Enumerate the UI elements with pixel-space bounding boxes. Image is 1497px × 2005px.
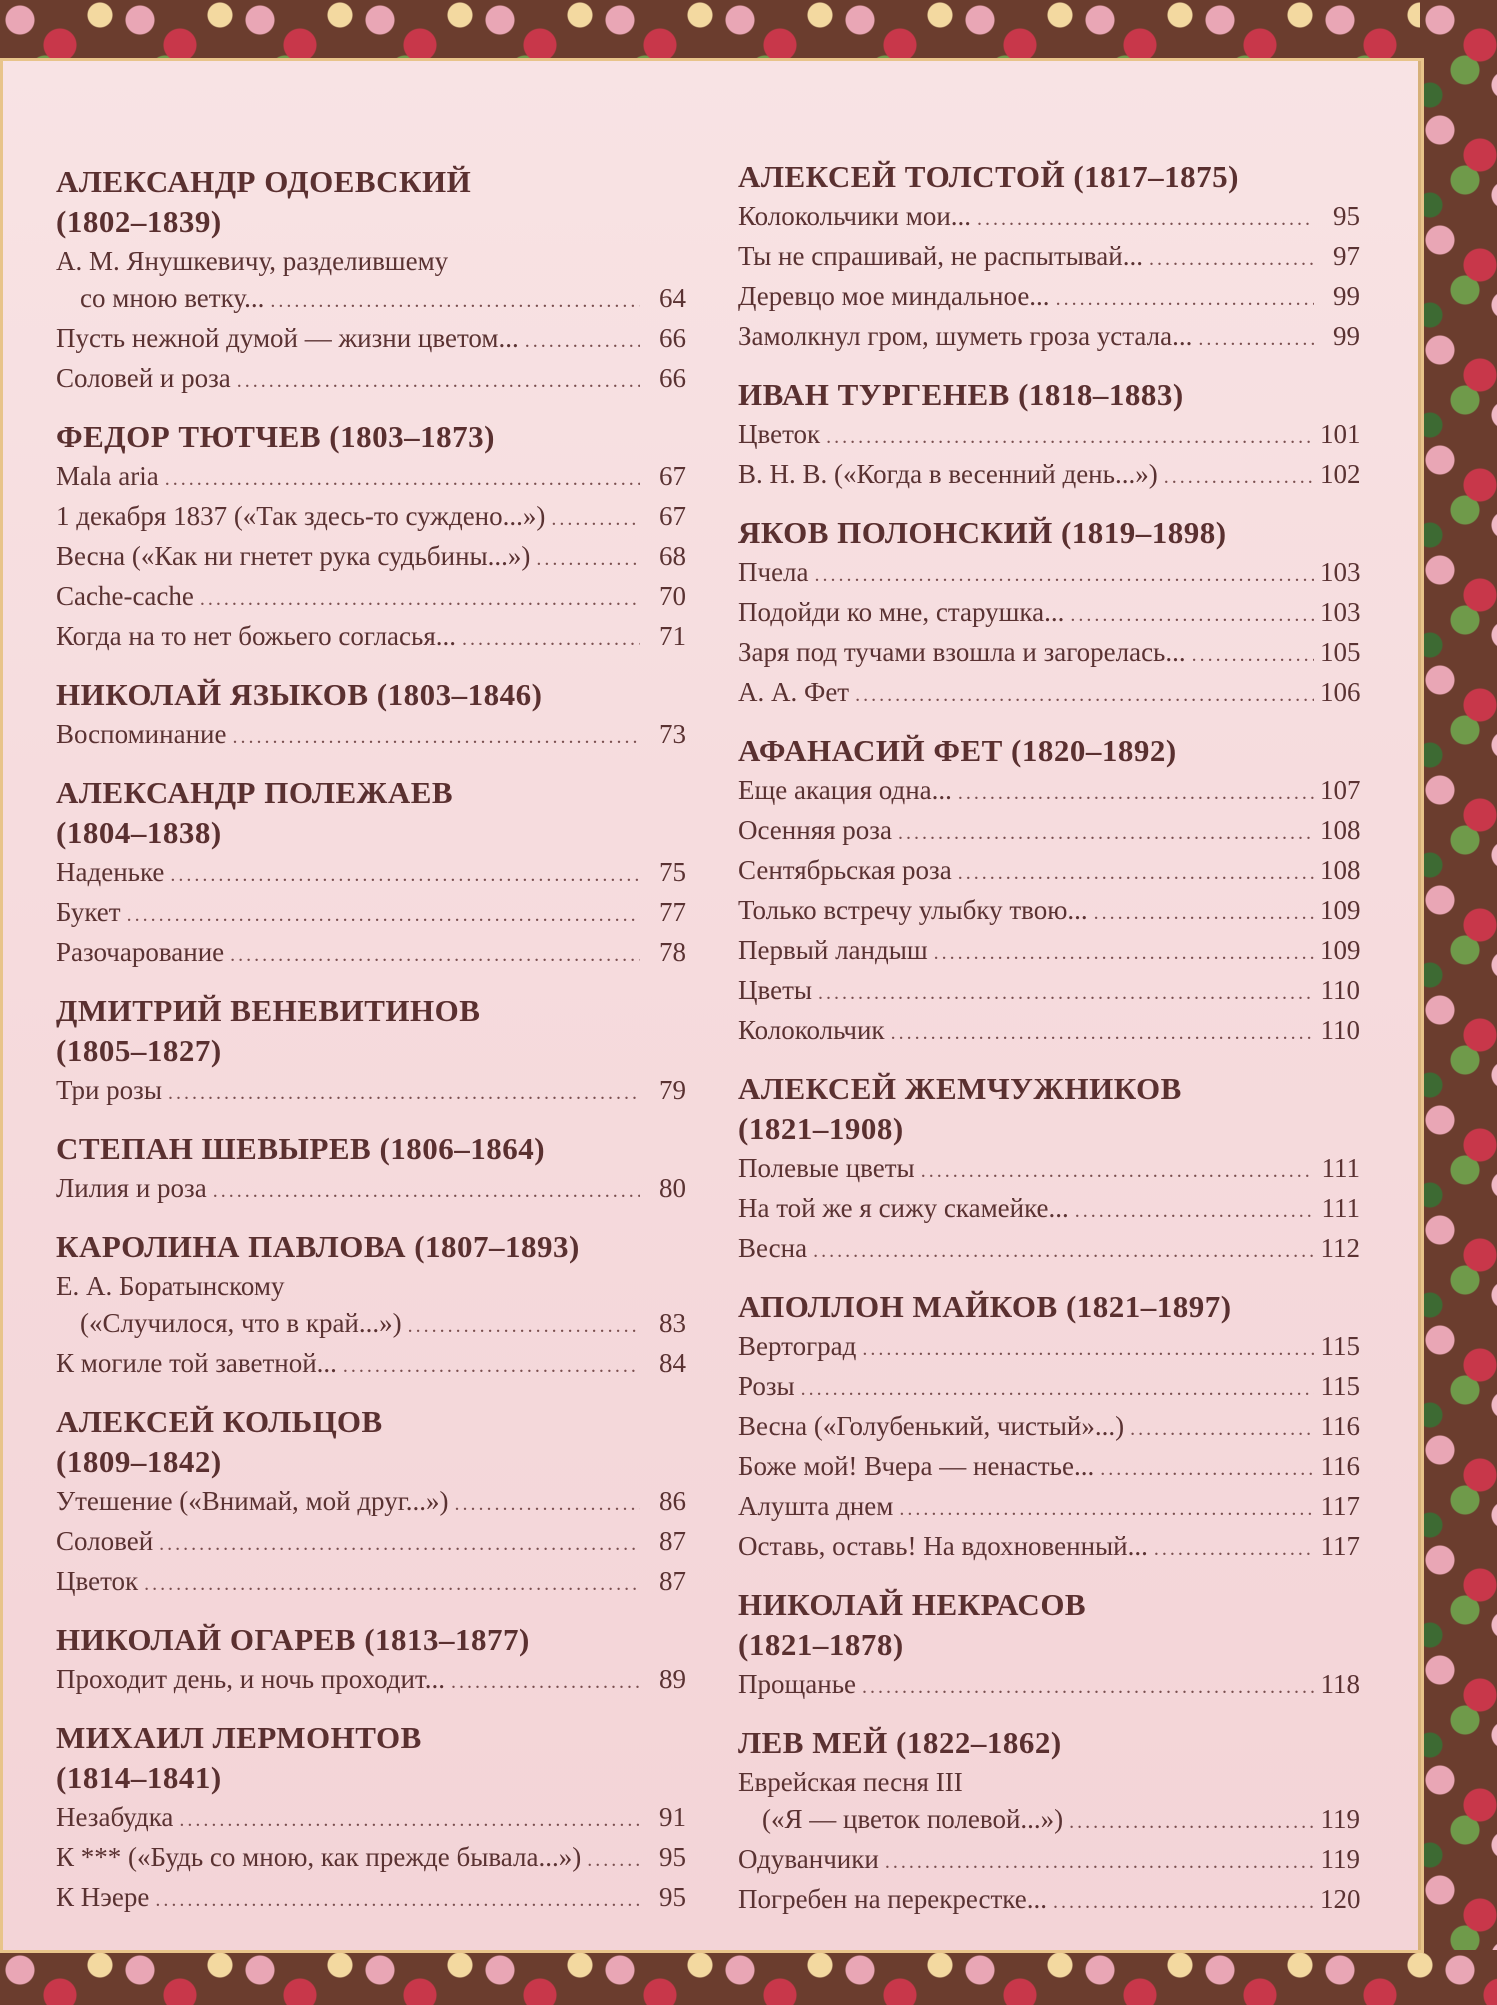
dot-leader [551, 498, 640, 538]
page-number: 109 [1320, 935, 1361, 965]
toc-entry[interactable] [56, 716, 686, 756]
dot-leader [536, 538, 640, 578]
toc-entry[interactable] [56, 1305, 686, 1345]
dot-leader [1053, 1881, 1314, 1921]
page-number: 111 [1321, 1193, 1360, 1223]
page-number: 118 [1320, 1669, 1360, 1699]
entry-title: Деревцо мое миндальное... [738, 281, 1050, 311]
page-number: 78 [659, 937, 686, 967]
toc-entry[interactable] [738, 772, 1360, 812]
page-number: 86 [659, 1486, 686, 1516]
page-number: 66 [659, 363, 686, 393]
toc-entry[interactable] [738, 1488, 1360, 1528]
toc-entry[interactable] [738, 634, 1360, 674]
dot-leader [200, 578, 640, 618]
toc-entry[interactable] [738, 674, 1360, 714]
page-number: 117 [1320, 1531, 1360, 1561]
dot-leader [1075, 1190, 1314, 1230]
author-section [738, 1070, 1360, 1270]
author-dates: (1814–1841) [56, 1760, 222, 1795]
author-dates: (1809–1842) [56, 1444, 222, 1479]
dot-leader [862, 1666, 1314, 1706]
page-number: 80 [659, 1173, 686, 1203]
dot-leader [1094, 892, 1314, 932]
page-number: 117 [1320, 1491, 1360, 1521]
toc-entry[interactable] [738, 1666, 1360, 1706]
toc-entry[interactable] [56, 934, 686, 974]
page-number: 108 [1320, 855, 1361, 885]
author-section [56, 1130, 686, 1210]
page-number: 66 [659, 323, 686, 353]
entry-title: Пусть нежной думой — жизни цветом... [56, 323, 519, 353]
author-heading: НИКОЛАЙ ЯЗЫКОВ (1803–1846) [56, 677, 543, 712]
dot-leader [934, 932, 1314, 972]
dot-leader [165, 458, 640, 498]
page-number: 89 [659, 1664, 686, 1694]
entry-title: Весна [738, 1233, 808, 1263]
toc-entry[interactable] [738, 1328, 1360, 1368]
toc-entry[interactable] [738, 852, 1360, 892]
entry-title: Колокольчик [738, 1015, 885, 1045]
entry-title: Первый ландыш [738, 935, 928, 965]
entry-title: Наденьке [56, 857, 165, 887]
dot-leader [891, 1012, 1314, 1052]
author-heading: ИВАН ТУРГЕНЕВ (1818–1883) [738, 377, 1184, 412]
dot-leader [179, 1799, 640, 1839]
toc-entry[interactable] [56, 1483, 686, 1523]
page-number: 95 [1333, 201, 1360, 231]
page-number: 110 [1320, 975, 1360, 1005]
toc-entry[interactable] [738, 892, 1360, 932]
toc-entry[interactable] [738, 1881, 1360, 1921]
toc-entry[interactable] [738, 456, 1360, 496]
toc-entry[interactable] [56, 1661, 686, 1701]
page-number: 99 [1333, 321, 1360, 351]
author-section [738, 1586, 1360, 1706]
author-heading: НИКОЛАЙ ОГАРЕВ (1813–1877) [56, 1622, 530, 1657]
dot-leader [237, 360, 640, 400]
toc-entry[interactable] [56, 854, 686, 894]
entry-title: Погребен на перекрестке... [738, 1884, 1047, 1914]
toc-entry[interactable] [738, 1841, 1360, 1881]
entry-title: Боже мой! Вчера — ненастье... [738, 1451, 1095, 1481]
entry-title: Оставь, оставь! На вдохновенный... [738, 1531, 1148, 1561]
entry-title: Розы [738, 1371, 795, 1401]
entry-title: Воспоминание [56, 719, 227, 749]
entry-title: Вертоград [738, 1331, 857, 1361]
page-number: 97 [1333, 241, 1360, 271]
dot-leader [213, 1170, 640, 1210]
page-number: 91 [659, 1802, 686, 1832]
dot-leader [1149, 238, 1314, 278]
page-number: 108 [1320, 815, 1361, 845]
entry-title: Cache-cache [56, 581, 194, 611]
toc-entry[interactable] [738, 238, 1360, 278]
entry-title: Одуванчики [738, 1844, 879, 1874]
author-section [56, 1403, 686, 1603]
page-number: 120 [1320, 1884, 1361, 1914]
toc-entry[interactable] [738, 1528, 1360, 1568]
page-number: 101 [1320, 419, 1361, 449]
toc-entry[interactable] [56, 1563, 686, 1603]
page-number: 102 [1320, 459, 1361, 489]
toc-entry[interactable] [738, 594, 1360, 634]
page-number: 111 [1321, 1153, 1360, 1183]
entry-title-line: А. М. Янушкевичу, разделившему [56, 246, 449, 276]
author-heading: СТЕПАН ШЕВЫРЕВ (1806–1864) [56, 1131, 546, 1166]
toc-entry[interactable] [56, 1839, 686, 1879]
author-heading: АПОЛЛОН МАЙКОВ (1821–1897) [738, 1289, 1232, 1324]
author-section [738, 1724, 1360, 1921]
page-number: 83 [659, 1308, 686, 1338]
toc-entry[interactable] [56, 618, 686, 658]
dot-leader [813, 1230, 1314, 1270]
author-heading: АФАНАСИЙ ФЕТ (1820–1892) [738, 733, 1177, 768]
toc-entry[interactable] [56, 538, 686, 578]
dot-leader [127, 894, 640, 934]
dot-leader [408, 1305, 640, 1345]
author-section [56, 1621, 686, 1701]
toc-entry[interactable] [56, 1345, 686, 1385]
author-section [738, 514, 1360, 714]
right-column [738, 158, 1360, 1939]
page-number: 70 [659, 581, 686, 611]
page-number: 77 [659, 897, 686, 927]
entry-title: Цветы [738, 975, 813, 1005]
toc-entry[interactable] [56, 458, 686, 498]
dot-leader [144, 1563, 640, 1603]
page-number: 106 [1320, 677, 1361, 707]
page-number: 67 [659, 501, 686, 531]
page-number: 87 [659, 1566, 686, 1596]
entry-title: Колокольчики мои... [738, 201, 972, 231]
dot-leader [155, 1879, 640, 1919]
author-heading: НИКОЛАЙ НЕКРАСОВ [738, 1587, 1087, 1622]
toc-entry[interactable] [56, 894, 686, 934]
toc-entry[interactable] [738, 278, 1360, 318]
dot-leader [232, 716, 640, 756]
entry-title: В. Н. В. («Когда в весенний день...») [738, 459, 1158, 489]
author-section [56, 1719, 686, 1919]
dot-leader [885, 1841, 1314, 1881]
entry-title: Три розы [56, 1075, 162, 1105]
dot-leader [977, 198, 1314, 238]
floral-border-top [0, 0, 1497, 62]
dot-leader [587, 1839, 640, 1879]
toc-entry[interactable] [56, 1799, 686, 1839]
entry-title-line: Еврейская песня III [738, 1767, 963, 1797]
author-heading: АЛЕКСЕЙ ЖЕМЧУЖНИКОВ [738, 1071, 1182, 1106]
author-heading: ЯКОВ ПОЛОНСКИЙ (1819–1898) [738, 515, 1227, 550]
page-number: 67 [659, 461, 686, 491]
page-number: 87 [659, 1526, 686, 1556]
page-number: 95 [659, 1842, 686, 1872]
page-number: 119 [1320, 1804, 1360, 1834]
page-number: 68 [659, 541, 686, 571]
entry-title: Только встречу улыбку твою... [738, 895, 1088, 925]
entry-title: Пчела [738, 557, 809, 587]
author-heading: ФЕДОР ТЮТЧЕВ (1803–1873) [56, 419, 495, 454]
toc-entry[interactable] [56, 578, 686, 618]
contents-page [0, 58, 1424, 1953]
page-number: 107 [1320, 775, 1361, 805]
toc-entry[interactable] [56, 1072, 686, 1112]
author-heading: КАРОЛИНА ПАВЛОВА (1807–1893) [56, 1229, 580, 1264]
entry-title: со мною ветку... [80, 283, 265, 313]
entry-title: К *** («Будь со мною, как прежде бывала...») [56, 1842, 582, 1872]
author-heading: ЛЕВ МЕЙ (1822–1862) [738, 1725, 1062, 1760]
page-number: 112 [1320, 1233, 1360, 1263]
dot-leader [270, 280, 640, 320]
toc-entry[interactable] [738, 1012, 1360, 1052]
author-heading: МИХАИЛ ЛЕРМОНТОВ [56, 1720, 422, 1755]
dot-leader [899, 1488, 1314, 1528]
page-number: 115 [1320, 1331, 1360, 1361]
dot-leader [454, 1483, 640, 1523]
entry-title: Незабудка [56, 1802, 174, 1832]
toc-entry[interactable] [738, 1801, 1360, 1841]
entry-title: К Нэере [56, 1882, 150, 1912]
dot-leader [1069, 1801, 1314, 1841]
dot-leader [958, 852, 1314, 892]
entry-title: Заря под тучами взошла и загорелась... [738, 637, 1186, 667]
entry-title: Подойди ко мне, старушка... [738, 597, 1065, 627]
author-dates: (1821–1878) [738, 1627, 904, 1662]
dot-leader [1192, 634, 1314, 674]
entry-title: Лилия и роза [56, 1173, 207, 1203]
toc-entry[interactable] [738, 972, 1360, 1012]
page-number: 103 [1320, 557, 1361, 587]
left-column [56, 163, 686, 1937]
author-section [738, 376, 1360, 496]
dot-leader [1164, 456, 1314, 496]
dot-leader [1056, 278, 1314, 318]
toc-entry[interactable] [738, 554, 1360, 594]
entry-title: Прощанье [738, 1669, 857, 1699]
dot-leader [826, 416, 1314, 456]
author-dates: (1805–1827) [56, 1033, 222, 1068]
dot-leader [958, 772, 1314, 812]
dot-leader [898, 812, 1314, 852]
toc-entry[interactable] [56, 360, 686, 400]
page-number: 110 [1320, 1015, 1360, 1045]
entry-title: А. А. Фет [738, 677, 850, 707]
toc-entry[interactable] [738, 1150, 1360, 1190]
entry-title: Осенняя роза [738, 815, 892, 845]
toc-entry[interactable] [56, 498, 686, 538]
dot-leader [855, 674, 1314, 714]
page-number: 119 [1320, 1844, 1360, 1874]
page-number: 99 [1333, 281, 1360, 311]
entry-title: Когда на то нет божьего согласья... [56, 621, 457, 651]
page-number: 73 [659, 719, 686, 749]
author-dates: (1802–1839) [56, 204, 222, 239]
toc-entry[interactable] [738, 198, 1360, 238]
entry-title: Утешение («Внимай, мой друг...») [56, 1486, 449, 1516]
toc-entry[interactable] [738, 1408, 1360, 1448]
toc-entry[interactable] [56, 1523, 686, 1563]
entry-title: Разочарование [56, 937, 225, 967]
entry-title: Весна («Голубенький, чистый»...) [738, 1411, 1125, 1441]
page-number: 64 [659, 283, 686, 313]
dot-leader [170, 854, 640, 894]
entry-title-line: Е. А. Боратынскому [56, 1271, 285, 1301]
page-number: 75 [659, 857, 686, 887]
author-section [738, 1288, 1360, 1568]
dot-leader [1100, 1448, 1314, 1488]
page-number: 95 [659, 1882, 686, 1912]
dot-leader [815, 554, 1314, 594]
entry-title: Еще акация одна... [738, 775, 952, 805]
author-section [738, 732, 1360, 1052]
dot-leader [1154, 1528, 1314, 1568]
entry-title: Ты не спрашивай, не распытывай... [738, 241, 1143, 271]
page-number: 109 [1320, 895, 1361, 925]
dot-leader [818, 972, 1314, 1012]
dot-leader [451, 1661, 640, 1701]
dot-leader [1198, 318, 1314, 358]
toc-entry[interactable] [738, 1230, 1360, 1270]
entry-title: Сентябрьская роза [738, 855, 952, 885]
author-heading: АЛЕКСАНДР ОДОЕВСКИЙ [56, 164, 472, 199]
toc-entry[interactable] [56, 1170, 686, 1210]
entry-title: Алушта днем [738, 1491, 894, 1521]
page-number: 71 [659, 621, 686, 651]
author-section [56, 418, 686, 658]
toc-entry[interactable] [738, 1448, 1360, 1488]
entry-title: На той же я сижу скамейке... [738, 1193, 1069, 1223]
floral-border-right [1420, 0, 1497, 2005]
dot-leader [159, 1523, 640, 1563]
author-section [56, 992, 686, 1112]
dot-leader [801, 1368, 1314, 1408]
page-number: 116 [1320, 1451, 1360, 1481]
dot-leader [230, 934, 640, 974]
dot-leader [168, 1072, 640, 1112]
author-section [56, 676, 686, 756]
author-heading: АЛЕКСАНДР ПОЛЕЖАЕВ [56, 775, 454, 810]
page-number: 116 [1320, 1411, 1360, 1441]
entry-title: Цветок [738, 419, 821, 449]
entry-title: Букет [56, 897, 121, 927]
author-section [56, 774, 686, 974]
entry-title: 1 декабря 1837 («Так здесь-то суждено...») [56, 501, 546, 531]
dot-leader [525, 320, 640, 360]
toc-entry[interactable] [738, 1190, 1360, 1230]
page-number: 105 [1320, 637, 1361, 667]
entry-title: Соловей и роза [56, 363, 231, 393]
entry-title: Mala aria [56, 461, 159, 491]
entry-title: («Я — цветок полевой...») [762, 1804, 1064, 1834]
author-section [738, 158, 1360, 358]
author-dates: (1821–1908) [738, 1111, 904, 1146]
toc-entry[interactable] [56, 320, 686, 360]
entry-title: («Случилося, что в край...») [80, 1308, 402, 1338]
author-section [56, 1228, 686, 1385]
entry-title: Замолкнул гром, шуметь гроза устала... [738, 321, 1193, 351]
page-number: 79 [659, 1075, 686, 1105]
page-number: 84 [659, 1348, 686, 1378]
toc-entry[interactable] [56, 1879, 686, 1919]
dot-leader [921, 1150, 1314, 1190]
dot-leader [1070, 594, 1314, 634]
floral-border-bottom [0, 1950, 1497, 2005]
author-heading: АЛЕКСЕЙ КОЛЬЦОВ [56, 1404, 383, 1439]
page-number: 115 [1320, 1371, 1360, 1401]
entry-title: Соловей [56, 1526, 154, 1556]
author-heading: АЛЕКСЕЙ ТОЛСТОЙ (1817–1875) [738, 159, 1240, 194]
entry-title: Цветок [56, 1566, 139, 1596]
toc-entry[interactable] [738, 812, 1360, 852]
author-heading: ДМИТРИЙ ВЕНЕВИТИНОВ [56, 993, 481, 1028]
author-dates: (1804–1838) [56, 815, 222, 850]
entry-title: Весна («Как ни гнетет рука судьбины...») [56, 541, 531, 571]
entry-title: Проходит день, и ночь проходит... [56, 1664, 446, 1694]
dot-leader [462, 618, 640, 658]
toc-entry[interactable] [738, 932, 1360, 972]
dot-leader [1130, 1408, 1314, 1448]
page-number: 103 [1320, 597, 1361, 627]
dot-leader [343, 1345, 640, 1385]
entry-title: Полевые цветы [738, 1153, 915, 1183]
toc-entry[interactable] [738, 318, 1360, 358]
toc-entry[interactable] [738, 416, 1360, 456]
author-section [56, 163, 686, 400]
entry-title: К могиле той заветной... [56, 1348, 337, 1378]
toc-entry[interactable] [56, 280, 686, 320]
toc-entry[interactable] [738, 1368, 1360, 1408]
dot-leader [862, 1328, 1314, 1368]
